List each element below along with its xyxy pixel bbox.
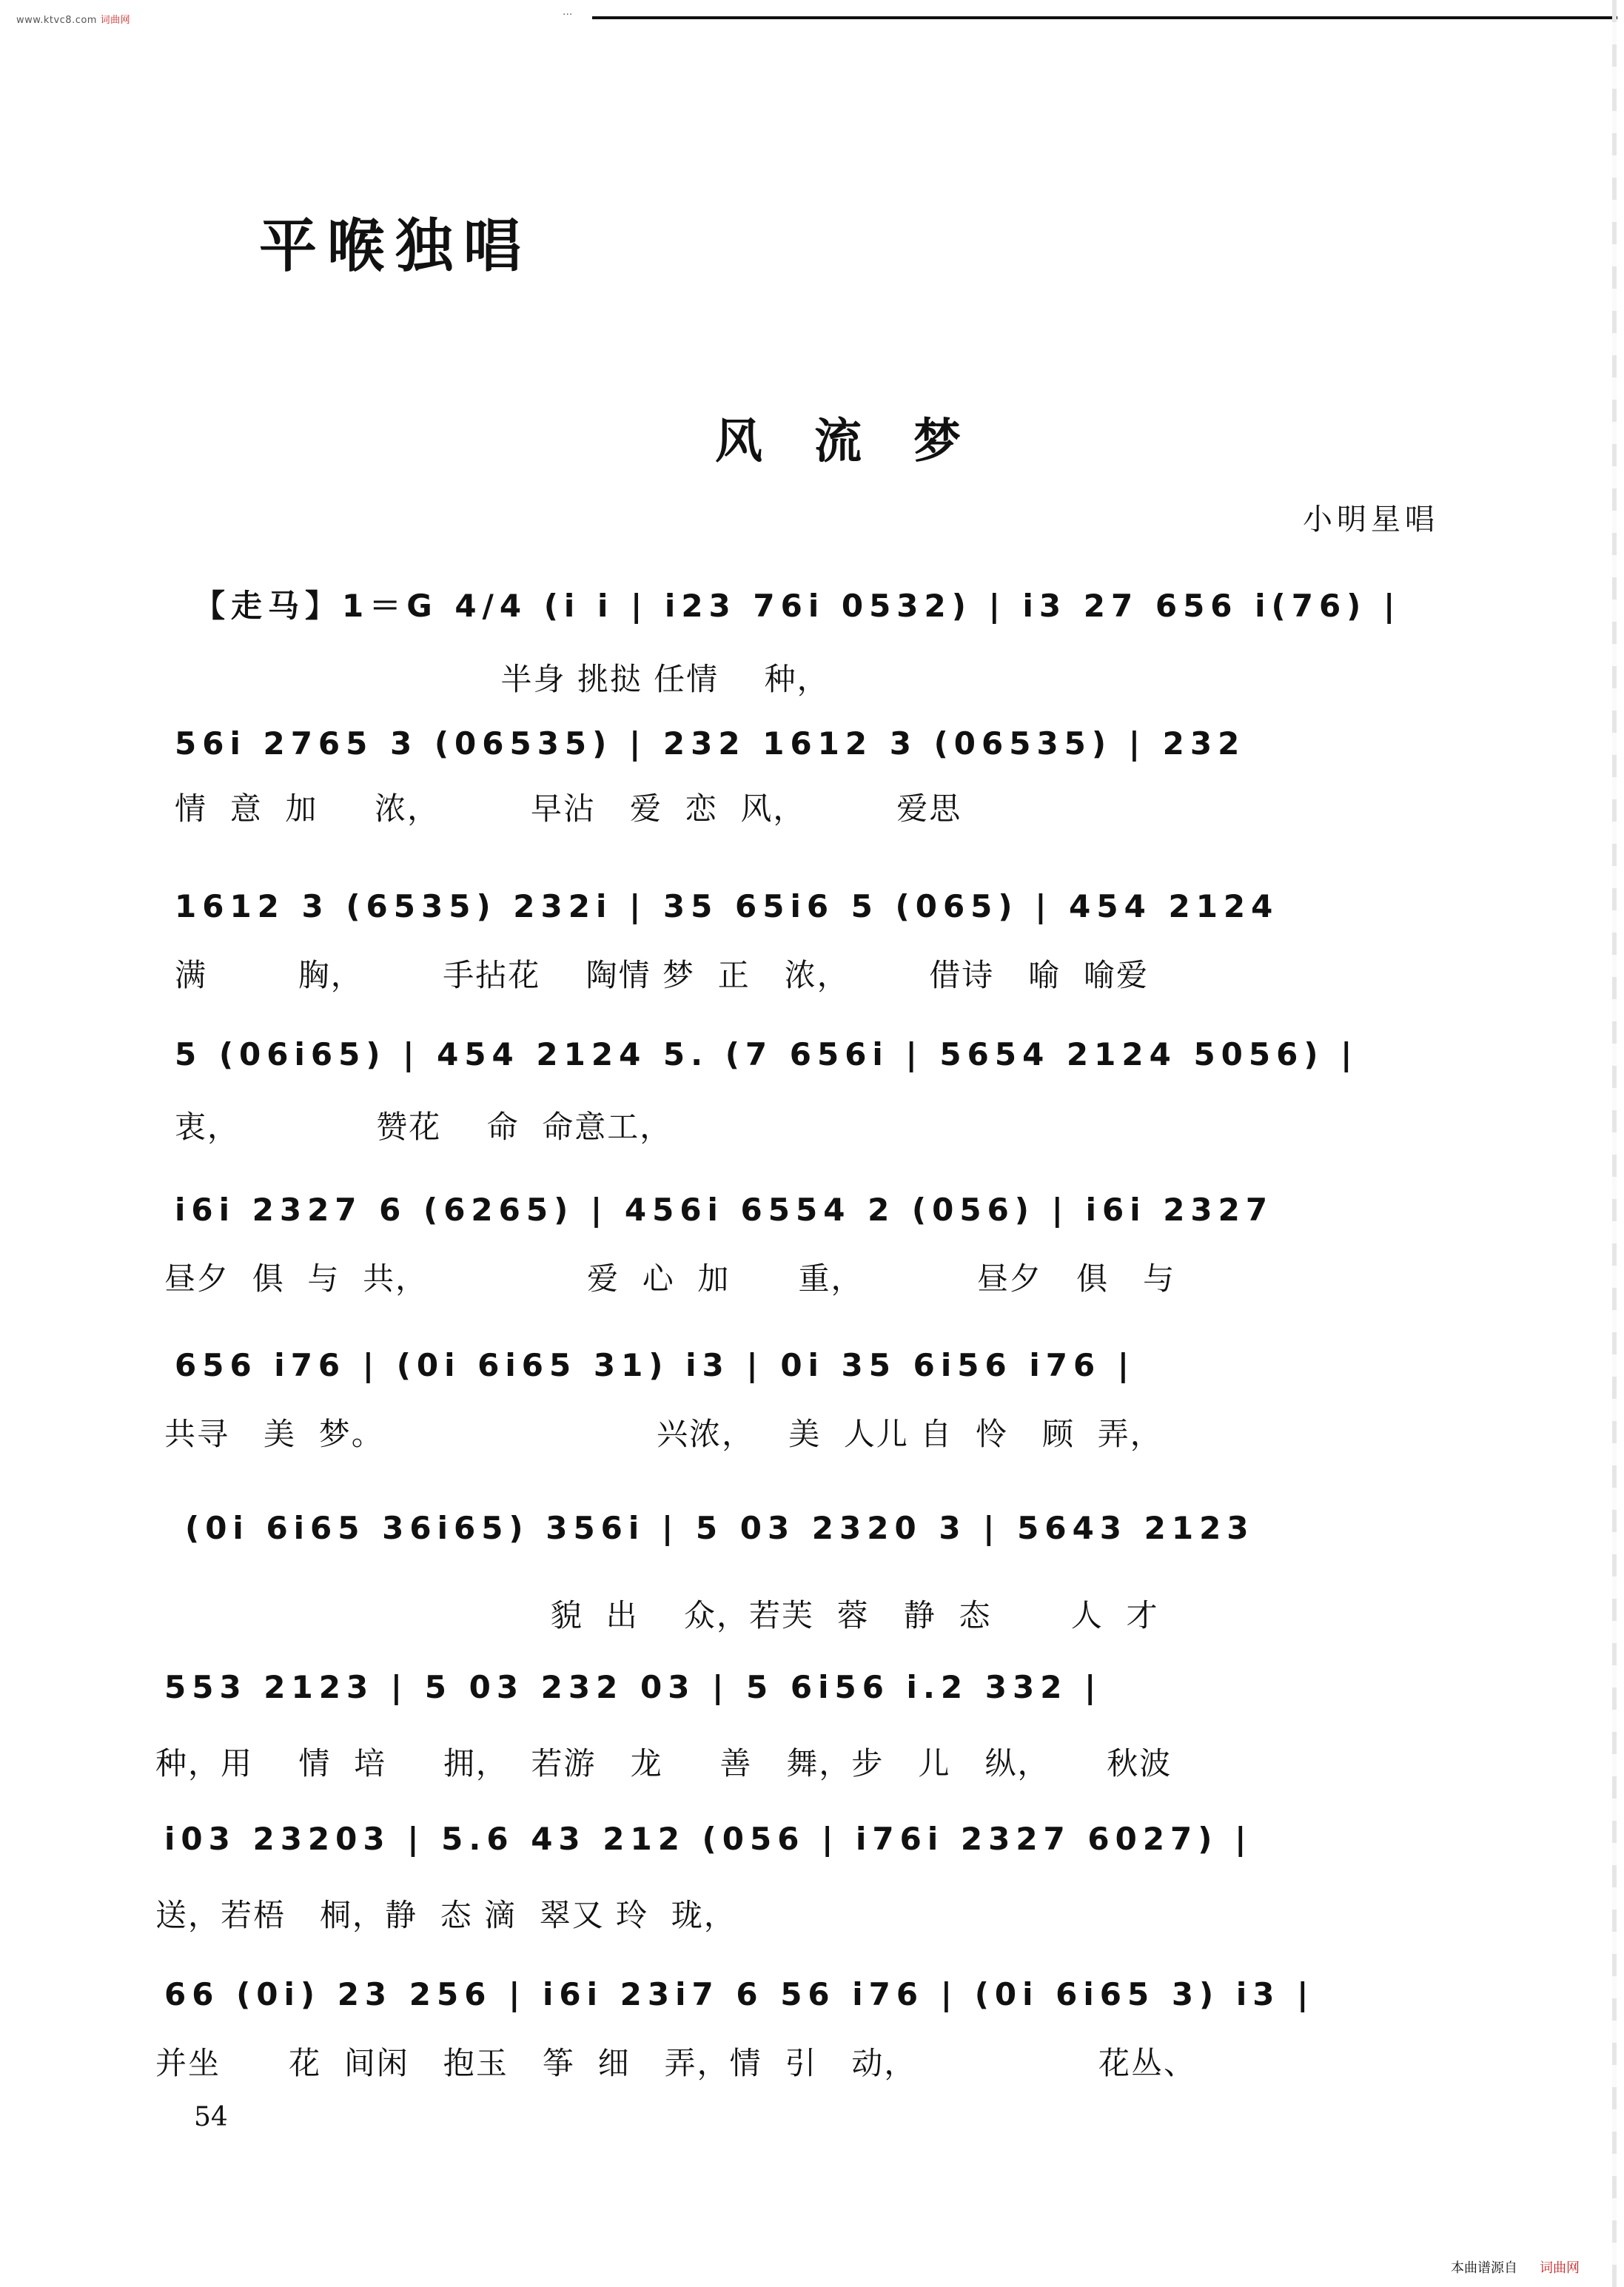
score-line-6-lyrics: 共寻 美 梦。 兴浓， 美 人儿 自 怜 顾 弄， [164,1416,1163,1452]
score-line-3-lyrics: 满 胸， 手拈花 陶情 梦 正 浓， 借诗 喻 喻爱 [175,957,1149,993]
footer-credit [1451,2257,1580,2277]
section-title: 平喉独唱 [259,212,532,280]
score-line-1-notes: 【走马】1＝G 4/4 (i i | i23 76i 0532) | i3 27 656 i(76) | [194,588,1401,624]
score-line-2-notes: 56i 2765 3 (06535) | 232 1612 3 (06535) | 232 [175,725,1246,762]
score-line-10-lyrics: 并坐 花 间闲 抱玉 筝 细 弄，情 引 动， 花丛、 [155,2045,1197,2081]
song-title: 风流梦 [715,414,1013,469]
site-url [16,12,130,26]
singer-credit: 小明星唱 [1303,503,1439,537]
score-line-5-lyrics: 昼夕 俱 与 共， 爱 心 加 重， 昼夕 俱 与 [164,1260,1176,1297]
footer-source: 本曲谱源自 [1451,2260,1517,2276]
site-url-text: www.ktvc8.com [16,15,97,26]
top-rule [592,16,1617,19]
score-line-5-notes: i6i 2327 6 (6265) | 456i 6554 2 (056) | i6i 2327 [175,1192,1274,1228]
page-number: 54 [194,2102,228,2132]
score-line-7-lyrics: 貌 出 众，若芙 蓉 静 态 人 才 [164,1597,1159,1633]
top-dots: ··· [563,9,573,21]
page-edge-strip [1612,0,1617,2287]
score-line-4-lyrics: 衷， 赞花 命 命意工， [175,1109,673,1145]
score-line-1-lyrics: 半身 挑挞 任情 种， [194,661,830,697]
score-line-6-notes: 656 i76 | (0i 6i65 31) i3 | 0i 35 6i56 i76 | [175,1347,1135,1383]
score-line-8-notes: 553 2123 | 5 03 232 03 | 5 6i56 i.2 332 | [164,1669,1102,1705]
score-line-9-lyrics: 送，若梧 桐，静 态 滴 翠又 玲 珑， [155,1897,736,1933]
score-line-9-notes: i03 23203 | 5.6 43 212 (056 | i76i 2327 6027) | [164,1821,1252,1857]
site-name: 词曲网 [100,15,131,26]
score-line-4-notes: 5 (06i65) | 454 2124 5. (7 656i | 5654 2124 5056) | [175,1036,1358,1072]
score-line-8-lyrics: 种，用 情 培 拥， 若游 龙 善 舞，步 儿 纵， 秋波 [155,1745,1172,1781]
score-line-7-notes: (0i 6i65 36i65) 356i | 5 03 2320 3 | 5643 2123 [185,1510,1255,1546]
footer-brand: 词曲网 [1540,2260,1580,2276]
score-line-10-notes: 66 (0i) 23 256 | i6i 23i7 6 56 i76 | (0i 6i65 3) i3 | [164,1976,1315,2012]
score-line-3-notes: 1612 3 (6535) 232i | 35 65i6 5 (065) | 454 2124 [175,888,1279,924]
score-line-2-lyrics: 情 意 加 浓， 早沾 爱 恋 风， 爱思 [175,790,962,827]
